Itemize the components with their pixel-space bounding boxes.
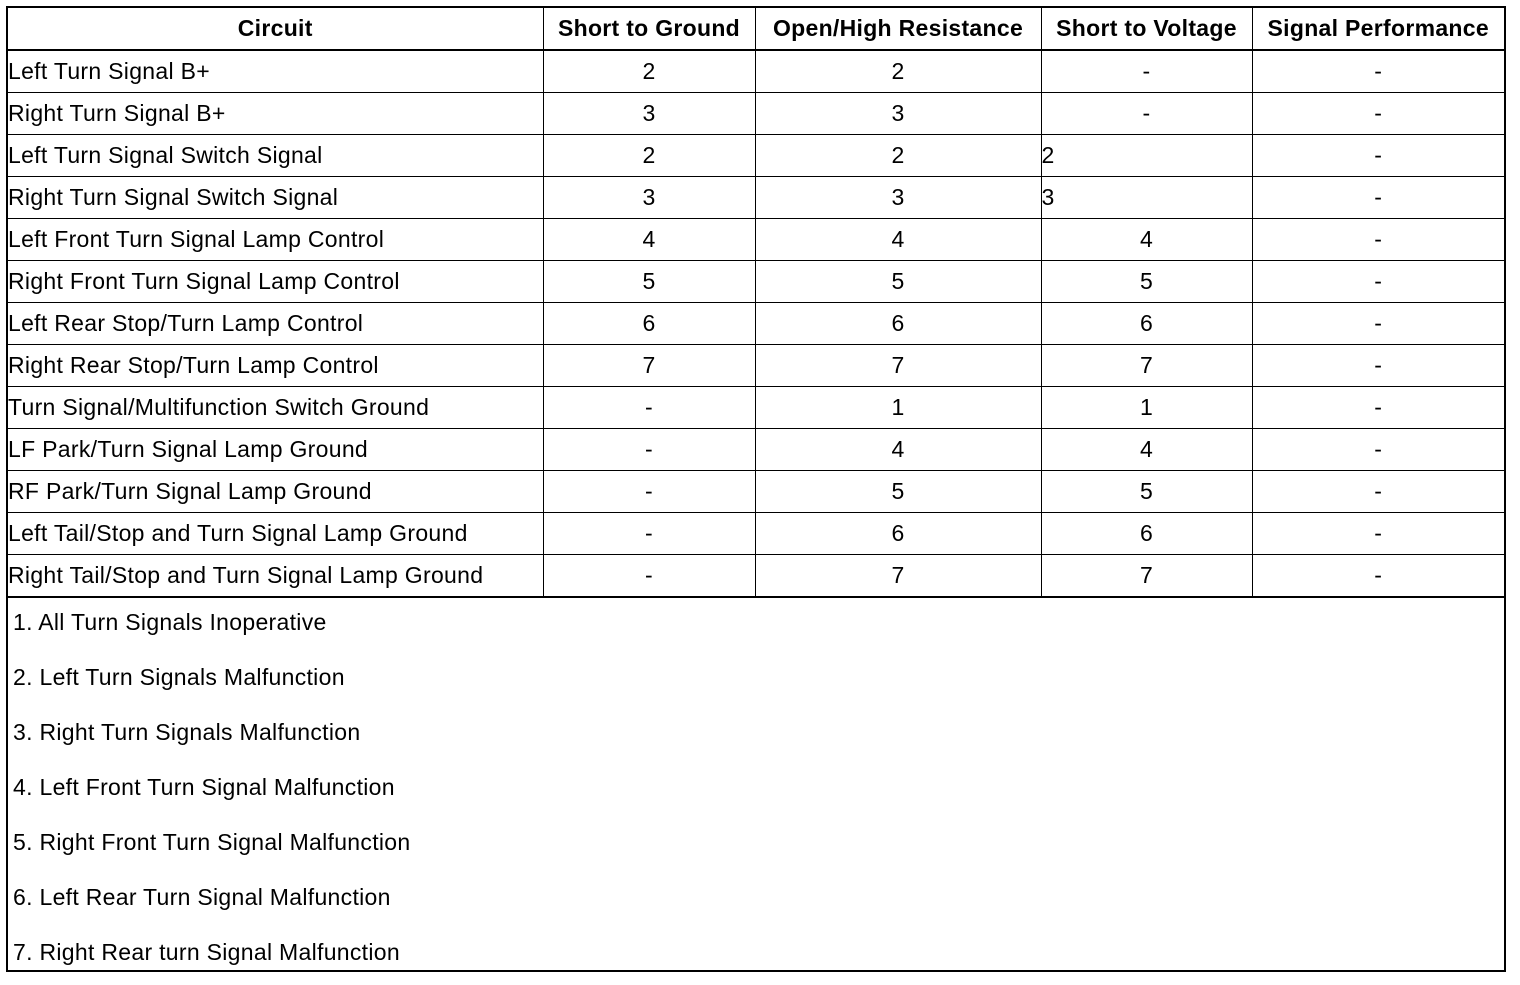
table-row [8,555,1504,598]
header-circuit: Circuit [8,8,543,50]
open-high-resistance-cell: 5 [755,261,1041,303]
short-to-ground-cell: - [543,513,755,555]
short-to-ground-cell: 7 [543,345,755,387]
circuit-cell: LF Park/Turn Signal Lamp Ground [8,429,543,471]
table-row [8,93,1504,135]
open-high-resistance-cell: 4 [755,429,1041,471]
circuit-cell: Turn Signal/Multifunction Switch Ground [8,387,543,429]
table-row [8,177,1504,219]
open-high-resistance-cell: 6 [755,513,1041,555]
circuit-cell: Right Turn Signal Switch Signal [8,177,543,219]
short-to-voltage-cell: - [1041,50,1252,93]
short-to-voltage-cell: 1 [1041,387,1252,429]
table-row [8,50,1504,93]
table-row [8,303,1504,345]
short-to-ground-cell: 3 [543,177,755,219]
table-row [8,261,1504,303]
short-to-ground-cell: 6 [543,303,755,345]
short-to-voltage-cell: 5 [1041,261,1252,303]
short-to-voltage-cell: 4 [1041,429,1252,471]
short-to-voltage-cell: 7 [1041,555,1252,598]
short-to-voltage-cell: 4 [1041,219,1252,261]
signal-performance-cell: - [1252,135,1504,177]
signal-performance-cell: - [1252,345,1504,387]
circuit-cell: Right Tail/Stop and Turn Signal Lamp Ground [8,555,543,598]
note-item: 3. Right Turn Signals Malfunction [13,719,361,745]
table-row [8,513,1504,555]
circuit-cell: RF Park/Turn Signal Lamp Ground [8,471,543,513]
short-to-voltage-cell: 5 [1041,471,1252,513]
header-short-to-ground: Short to Ground [543,8,755,50]
table-row [8,345,1504,387]
symptom-notes [8,600,1504,985]
signal-performance-cell: - [1252,303,1504,345]
circuit-cell: Left Front Turn Signal Lamp Control [8,219,543,261]
short-to-voltage-cell: 7 [1041,345,1252,387]
circuit-cell: Left Turn Signal Switch Signal [8,135,543,177]
open-high-resistance-cell: 2 [755,135,1041,177]
open-high-resistance-cell: 5 [755,471,1041,513]
note-item: 7. Right Rear turn Signal Malfunction [13,939,400,965]
signal-performance-cell: - [1252,93,1504,135]
table-row [8,387,1504,429]
open-high-resistance-cell: 3 [755,177,1041,219]
short-to-voltage-cell: 6 [1041,513,1252,555]
table-row [8,429,1504,471]
signal-performance-cell: - [1252,513,1504,555]
signal-performance-cell: - [1252,471,1504,513]
circuit-cell: Left Rear Stop/Turn Lamp Control [8,303,543,345]
table-row [8,471,1504,513]
signal-performance-cell: - [1252,50,1504,93]
header-short-to-voltage: Short to Voltage [1041,8,1252,50]
circuit-cell: Right Front Turn Signal Lamp Control [8,261,543,303]
note-item: 4. Left Front Turn Signal Malfunction [13,774,395,800]
signal-performance-cell: - [1252,219,1504,261]
note-item: 5. Right Front Turn Signal Malfunction [13,829,411,855]
signal-performance-cell: - [1252,429,1504,471]
circuit-cell: Right Turn Signal B+ [8,93,543,135]
short-to-ground-cell: 2 [543,50,755,93]
short-to-ground-cell: - [543,471,755,513]
short-to-voltage-cell: 2 [1041,135,1252,177]
signal-performance-cell: - [1252,177,1504,219]
short-to-ground-cell: 2 [543,135,755,177]
open-high-resistance-cell: 1 [755,387,1041,429]
short-to-ground-cell: 4 [543,219,755,261]
short-to-ground-cell: 5 [543,261,755,303]
table-row [8,135,1504,177]
diagnostic-table [8,8,1504,598]
header-signal-performance: Signal Performance [1252,8,1504,50]
short-to-voltage-cell: - [1041,93,1252,135]
open-high-resistance-cell: 7 [755,555,1041,598]
open-high-resistance-cell: 6 [755,303,1041,345]
open-high-resistance-cell: 2 [755,50,1041,93]
signal-performance-cell: - [1252,555,1504,598]
open-high-resistance-cell: 3 [755,93,1041,135]
circuit-cell: Right Rear Stop/Turn Lamp Control [8,345,543,387]
table-row [8,219,1504,261]
short-to-voltage-cell: 6 [1041,303,1252,345]
note-item: 6. Left Rear Turn Signal Malfunction [13,884,391,910]
short-to-ground-cell: - [543,429,755,471]
header-row [8,8,1504,50]
short-to-ground-cell: - [543,555,755,598]
signal-performance-cell: - [1252,387,1504,429]
note-item: 2. Left Turn Signals Malfunction [13,664,345,690]
diagnostic-table-frame [6,6,1506,972]
short-to-ground-cell: 3 [543,93,755,135]
circuit-cell: Left Turn Signal B+ [8,50,543,93]
header-open-high-resistance: Open/High Resistance [755,8,1041,50]
short-to-ground-cell: - [543,387,755,429]
short-to-voltage-cell: 3 [1041,177,1252,219]
circuit-cell: Left Tail/Stop and Turn Signal Lamp Ground [8,513,543,555]
note-item: 1. All Turn Signals Inoperative [13,609,327,635]
signal-performance-cell: - [1252,261,1504,303]
open-high-resistance-cell: 4 [755,219,1041,261]
open-high-resistance-cell: 7 [755,345,1041,387]
